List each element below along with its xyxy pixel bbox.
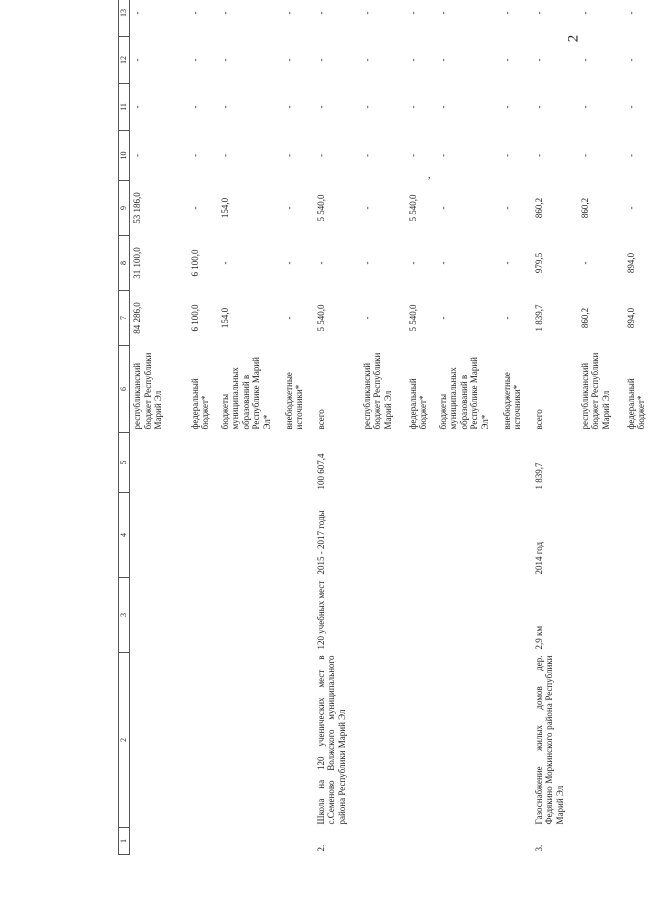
value-total: -: [501, 316, 512, 320]
column-number-1: 1: [119, 828, 130, 855]
value-col-13: -: [283, 11, 294, 15]
table-row: [218, 0, 282, 855]
column-number-2: 2: [119, 653, 130, 828]
period: [578, 493, 624, 578]
value-2014: -: [315, 261, 326, 265]
table-row: [188, 0, 218, 855]
estimated-cost: [188, 433, 218, 493]
value-total: 860,2: [579, 307, 590, 329]
capacity: 2,9 км: [533, 625, 544, 650]
column-number-row: [119, 0, 130, 855]
table-body: [130, 0, 654, 855]
page-number: 2: [565, 34, 582, 43]
value-col-13: -: [437, 11, 448, 15]
value-col-13: -: [407, 11, 418, 15]
period: [500, 493, 532, 578]
capacity: [360, 578, 406, 653]
estimated-cost: 1 839,7: [533, 462, 544, 490]
value-2016: -: [283, 154, 294, 157]
capacity: [188, 578, 218, 653]
value-2016: -: [407, 154, 418, 157]
value-total: 84 286,0: [132, 302, 142, 334]
period: [130, 493, 188, 578]
value-2014: -: [361, 261, 372, 265]
object-name: [406, 653, 436, 828]
value-2014: -: [579, 261, 590, 265]
table-row: [282, 0, 314, 855]
value-2017: -: [132, 105, 142, 109]
value-total: 1 839,7: [533, 304, 544, 332]
value-2015: 860,2: [579, 197, 590, 219]
object-name: [188, 653, 218, 828]
row-number: [218, 828, 282, 855]
column-number-12: 12: [119, 37, 130, 84]
value-col-13: -: [625, 11, 636, 15]
value-2016: -: [625, 154, 636, 157]
estimated-cost: [218, 433, 282, 493]
column-number-10: 10: [119, 131, 130, 181]
value-2014: 894,0: [625, 252, 636, 274]
value-total: 6 100,0: [189, 304, 200, 332]
value-2014: -: [283, 261, 294, 265]
value-2015: -: [437, 206, 448, 210]
period: 2015 - 2017 годы: [315, 510, 326, 575]
value-col-12: -: [189, 58, 200, 62]
table-row: [130, 0, 188, 855]
value-total: 5 540,0: [407, 304, 418, 332]
value-2015: 53 186,0: [132, 192, 142, 224]
value-2014: -: [437, 261, 448, 265]
object-name: [436, 653, 500, 828]
funding-source: республиканский бюджет Республики Марий Эл: [132, 352, 164, 430]
value-col-13: -: [533, 11, 544, 15]
object-name: Газоснабжение жилых домов дер. Федякино Моркинского района Республики Марий Эл: [533, 655, 565, 825]
period: [436, 493, 500, 578]
funding-source: бюджеты муниципальных образований в Республике Марий Эл*: [219, 357, 272, 430]
table-row: [436, 0, 500, 855]
row-number: [578, 828, 624, 855]
object-name: [218, 653, 282, 828]
value-2015: -: [189, 206, 200, 210]
value-2016: -: [219, 154, 230, 157]
row-number: [360, 828, 406, 855]
estimated-cost: [360, 433, 406, 493]
period: [218, 493, 282, 578]
value-total: -: [437, 316, 448, 320]
capacity: [436, 578, 500, 653]
capacity: [218, 578, 282, 653]
capacity: [578, 578, 624, 653]
table-row: [500, 0, 532, 855]
value-2017: -: [361, 105, 372, 109]
value-2016: -: [437, 154, 448, 157]
column-number-6: 6: [119, 346, 130, 433]
value-col-12: -: [437, 58, 448, 62]
period: [406, 493, 436, 578]
object-name: [282, 653, 314, 828]
period: [188, 493, 218, 578]
estimated-cost: 100 607,4: [315, 453, 326, 490]
stray-mark: ,: [428, 170, 431, 181]
estimated-cost: [282, 433, 314, 493]
row-number: [406, 828, 436, 855]
value-2016: -: [315, 154, 326, 157]
value-2017: -: [219, 105, 230, 109]
value-2017: -: [189, 105, 200, 109]
value-2016: -: [132, 154, 142, 157]
row-number: [624, 828, 654, 855]
rotated-page: [118, 9, 647, 855]
value-2016: -: [533, 154, 544, 157]
estimated-cost: [436, 433, 500, 493]
estimated-cost: [624, 433, 654, 493]
value-2014: 6 100,0: [189, 249, 200, 277]
table-row: [532, 0, 578, 855]
value-2017: -: [501, 105, 512, 109]
capacity: [624, 578, 654, 653]
column-number-8: 8: [119, 236, 130, 291]
value-col-12: -: [533, 58, 544, 62]
funding-source: всего: [533, 409, 544, 430]
value-total: -: [283, 316, 294, 320]
period: [360, 493, 406, 578]
row-number: 3.: [533, 844, 544, 852]
value-col-13: -: [219, 11, 230, 15]
table-row: [360, 0, 406, 855]
table-row: [624, 0, 654, 855]
investment-table: [118, 0, 654, 855]
value-2016: -: [361, 154, 372, 157]
value-total: 5 540,0: [315, 304, 326, 332]
value-col-13: -: [132, 11, 142, 15]
period: [282, 493, 314, 578]
value-total: -: [361, 316, 372, 320]
value-2016: -: [501, 154, 512, 157]
capacity: [500, 578, 532, 653]
object-name: [578, 653, 624, 828]
value-col-12: -: [315, 58, 326, 62]
value-2015: -: [283, 206, 294, 210]
object-name: [500, 653, 532, 828]
value-2015: 5 540,0: [315, 194, 326, 222]
capacity: [130, 578, 188, 653]
row-number: [188, 828, 218, 855]
value-2014: 31 100,0: [132, 247, 142, 279]
object-name: [360, 653, 406, 828]
column-number-3: 3: [119, 578, 130, 653]
value-col-12: -: [283, 58, 294, 62]
value-2015: 860,2: [533, 197, 544, 219]
funding-source: республиканский бюджет Республики Марий Эл: [361, 352, 393, 430]
capacity: [282, 578, 314, 653]
value-2017: -: [625, 105, 636, 109]
estimated-cost: [130, 433, 188, 493]
table-row: [314, 0, 360, 855]
estimated-cost: [500, 433, 532, 493]
capacity: [406, 578, 436, 653]
object-name: [130, 653, 188, 828]
estimated-cost: [406, 433, 436, 493]
row-number: 2.: [315, 844, 326, 852]
value-col-13: -: [579, 11, 590, 15]
value-col-13: -: [501, 11, 512, 15]
funding-source: бюджеты муниципальных образований в Республике Марий Эл*: [437, 357, 490, 430]
value-2014: -: [501, 261, 512, 265]
funding-source: федеральный бюджет*: [189, 378, 211, 430]
column-number-4: 4: [119, 493, 130, 578]
period: 2014 год: [533, 541, 544, 575]
object-name: Школа на 120 ученических мест в с.Семеново Волжского муниципального района Республики Марий Эл: [315, 655, 347, 825]
funding-source: внебюджетные источники*: [501, 372, 523, 430]
value-col-12: -: [219, 58, 230, 62]
value-2017: -: [283, 105, 294, 109]
funding-source: республиканский бюджет Республики Марий Эл: [579, 352, 611, 430]
value-col-12: -: [132, 58, 142, 62]
funding-source: федеральный бюджет*: [625, 378, 647, 430]
value-2015: -: [361, 206, 372, 210]
estimated-cost: [578, 433, 624, 493]
column-number-7: 7: [119, 291, 130, 346]
value-2015: 154,0: [219, 197, 230, 219]
value-col-12: -: [501, 58, 512, 62]
capacity: 120 учебных мест: [315, 580, 326, 650]
row-number: [282, 828, 314, 855]
value-col-12: -: [407, 58, 418, 62]
column-number-9: 9: [119, 181, 130, 236]
row-number: [500, 828, 532, 855]
period: [624, 493, 654, 578]
value-2017: -: [579, 105, 590, 109]
value-col-12: -: [625, 58, 636, 62]
funding-source: всего: [315, 409, 326, 430]
table-row: [406, 0, 436, 855]
funding-source: внебюджетные источники*: [283, 372, 305, 430]
value-total: 894,0: [625, 307, 636, 329]
value-2015: 5 540,0: [407, 194, 418, 222]
object-name: [624, 653, 654, 828]
value-col-13: -: [361, 11, 372, 15]
column-number-11: 11: [119, 84, 130, 131]
row-number: [436, 828, 500, 855]
value-2015: -: [625, 206, 636, 210]
value-col-13: -: [189, 11, 200, 15]
value-2017: -: [407, 105, 418, 109]
column-number-5: 5: [119, 433, 130, 493]
value-2014: 979,5: [533, 252, 544, 274]
value-col-12: -: [361, 58, 372, 62]
value-2016: -: [189, 154, 200, 157]
value-2017: -: [437, 105, 448, 109]
row-number: [130, 828, 188, 855]
value-2015: -: [501, 206, 512, 210]
value-2017: -: [315, 105, 326, 109]
value-col-12: -: [579, 58, 590, 62]
column-number-13: 13: [119, 0, 130, 37]
table-row: [578, 0, 624, 855]
value-2014: -: [407, 261, 418, 265]
value-2017: -: [533, 105, 544, 109]
funding-source: федеральный бюджет*: [407, 378, 429, 430]
value-col-13: -: [315, 11, 326, 15]
value-2016: -: [579, 154, 590, 157]
value-total: 154,0: [219, 307, 230, 329]
value-2014: -: [219, 261, 230, 265]
